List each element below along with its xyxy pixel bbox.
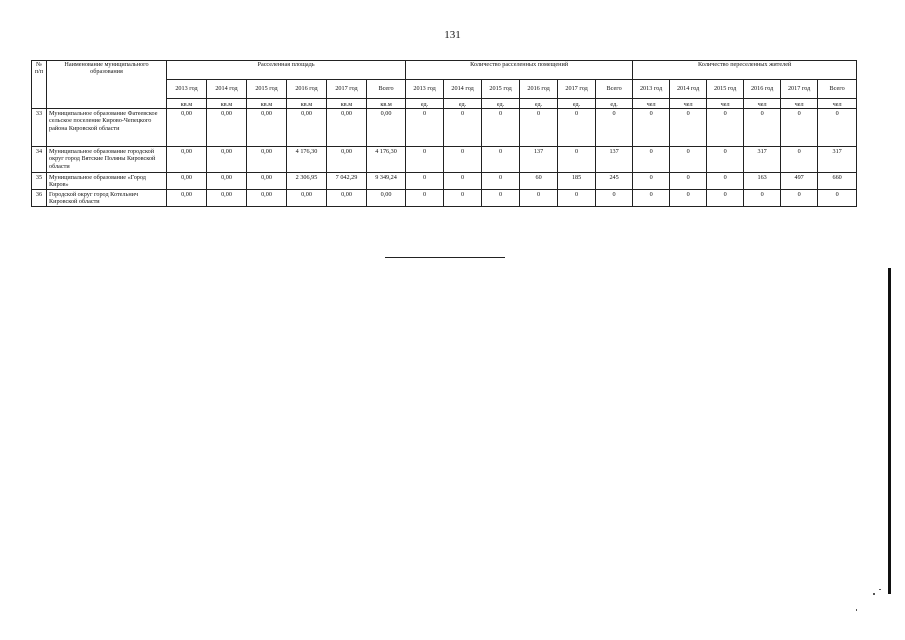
scan-speck <box>879 589 881 590</box>
premises-cell: 0 <box>482 190 520 207</box>
year-header-residents-0: 2013 год <box>633 80 670 99</box>
residents-cell: 660 <box>818 173 857 190</box>
year-header-area-3: 2016 год <box>287 80 327 99</box>
scan-speck <box>873 593 875 595</box>
residents-cell: 317 <box>818 147 857 173</box>
resettlement-table <box>31 60 857 207</box>
year-header-premises-3: 2016 год <box>520 80 558 99</box>
residents-cell: 0 <box>744 190 781 207</box>
year-header-area-1: 2014 год <box>207 80 247 99</box>
area-cell: 0,00 <box>327 190 367 207</box>
year-header-area-2: 2015 год <box>247 80 287 99</box>
resettlement-table-container <box>31 60 852 207</box>
area-cell: 0,00 <box>207 190 247 207</box>
premises-cell: 0 <box>444 109 482 147</box>
area-cell: 0,00 <box>167 147 207 173</box>
year-header-area-5: Всего <box>367 80 406 99</box>
residents-cell: 317 <box>744 147 781 173</box>
unit-header-premises-1: ед. <box>444 99 482 109</box>
municipality-name: Муниципальное образование «Город Киров» <box>47 173 167 190</box>
residents-cell: 163 <box>744 173 781 190</box>
premises-cell: 137 <box>520 147 558 173</box>
residents-cell: 0 <box>633 173 670 190</box>
unit-header-area-2: кв.м <box>247 99 287 109</box>
residents-cell: 0 <box>707 173 744 190</box>
area-cell: 0,00 <box>207 173 247 190</box>
table-row <box>32 147 857 173</box>
footer-rule <box>385 257 505 258</box>
unit-header-premises-2: ед. <box>482 99 520 109</box>
premises-cell: 0 <box>596 109 633 147</box>
table-row <box>32 109 857 147</box>
residents-cell: 0 <box>781 109 818 147</box>
year-header-premises-1: 2014 год <box>444 80 482 99</box>
premises-cell: 0 <box>444 190 482 207</box>
residents-cell: 497 <box>781 173 818 190</box>
unit-header-area-1: кв.м <box>207 99 247 109</box>
unit-header-residents-3: чел <box>744 99 781 109</box>
year-header-area-4: 2017 год <box>327 80 367 99</box>
premises-cell: 0 <box>444 173 482 190</box>
unit-header-residents-1: чел <box>670 99 707 109</box>
municipality-name: Муниципальное образование городской округ город Вятские Поляны Кировской области <box>47 147 167 173</box>
unit-header-premises-3: ед. <box>520 99 558 109</box>
residents-cell: 0 <box>707 147 744 173</box>
area-cell: 0,00 <box>167 173 207 190</box>
residents-cell: 0 <box>633 147 670 173</box>
group-header-area: Расселенная площадь <box>167 61 406 80</box>
residents-cell: 0 <box>707 190 744 207</box>
area-cell: 0,00 <box>247 173 287 190</box>
premises-cell: 185 <box>558 173 596 190</box>
residents-cell: 0 <box>781 147 818 173</box>
area-cell: 0,00 <box>287 109 327 147</box>
premises-cell: 0 <box>482 109 520 147</box>
premises-cell: 0 <box>558 147 596 173</box>
unit-header-area-5: кв.м <box>367 99 406 109</box>
area-cell: 0,00 <box>367 109 406 147</box>
unit-header-area-4: кв.м <box>327 99 367 109</box>
page-number: 131 <box>444 29 461 41</box>
year-header-residents-3: 2016 год <box>744 80 781 99</box>
premises-cell: 0 <box>482 173 520 190</box>
premises-cell: 0 <box>444 147 482 173</box>
scan-speck <box>856 609 857 611</box>
premises-cell: 0 <box>520 109 558 147</box>
year-header-residents-4: 2017 год <box>781 80 818 99</box>
area-cell: 7 042,29 <box>327 173 367 190</box>
residents-cell: 0 <box>670 173 707 190</box>
residents-cell: 0 <box>633 109 670 147</box>
area-cell: 0,00 <box>207 147 247 173</box>
header-row-groups <box>32 61 857 80</box>
area-cell: 4 176,30 <box>287 147 327 173</box>
premises-cell: 245 <box>596 173 633 190</box>
area-cell: 4 176,30 <box>367 147 406 173</box>
area-cell: 0,00 <box>327 109 367 147</box>
table-row <box>32 173 857 190</box>
residents-cell: 0 <box>670 109 707 147</box>
unit-header-area-3: кв.м <box>287 99 327 109</box>
residents-cell: 0 <box>707 109 744 147</box>
premises-cell: 0 <box>406 190 444 207</box>
unit-header-residents-5: чел <box>818 99 857 109</box>
group-header-residents: Количество переселенных жителей <box>633 61 857 80</box>
group-header-premises: Количество расселенных помещений <box>406 61 633 80</box>
premises-cell: 0 <box>558 190 596 207</box>
unit-header-residents-4: чел <box>781 99 818 109</box>
residents-cell: 0 <box>781 190 818 207</box>
row-number: 33 <box>32 109 47 147</box>
area-cell: 0,00 <box>167 109 207 147</box>
residents-cell: 0 <box>818 109 857 147</box>
area-cell: 0,00 <box>207 109 247 147</box>
premises-cell: 0 <box>520 190 558 207</box>
table-row <box>32 190 857 207</box>
premises-cell: 0 <box>406 173 444 190</box>
scan-edge-mark <box>888 268 891 594</box>
name-header: Наименование муниципального образования <box>47 61 167 109</box>
unit-header-residents-0: чел <box>633 99 670 109</box>
residents-cell: 0 <box>633 190 670 207</box>
area-cell: 0,00 <box>287 190 327 207</box>
year-header-premises-5: Всего <box>596 80 633 99</box>
residents-cell: 0 <box>670 190 707 207</box>
area-cell: 2 306,95 <box>287 173 327 190</box>
unit-header-premises-0: ед. <box>406 99 444 109</box>
unit-header-area-0: кв.м <box>167 99 207 109</box>
area-cell: 0,00 <box>327 147 367 173</box>
area-cell: 0,00 <box>367 190 406 207</box>
unit-header-premises-5: ед. <box>596 99 633 109</box>
year-header-premises-4: 2017 год <box>558 80 596 99</box>
table-body <box>32 109 857 207</box>
row-number: 35 <box>32 173 47 190</box>
area-cell: 0,00 <box>247 147 287 173</box>
premises-cell: 60 <box>520 173 558 190</box>
year-header-premises-0: 2013 год <box>406 80 444 99</box>
year-header-premises-2: 2015 год <box>482 80 520 99</box>
unit-header-residents-2: чел <box>707 99 744 109</box>
year-header-residents-2: 2015 год <box>707 80 744 99</box>
year-header-residents-5: Всего <box>818 80 857 99</box>
municipality-name: Муниципальное образование Фатеевское сельское поселение Кирово-Чепецкого района Кировской области <box>47 109 167 147</box>
area-cell: 9 349,24 <box>367 173 406 190</box>
area-cell: 0,00 <box>167 190 207 207</box>
premises-cell: 0 <box>406 147 444 173</box>
premises-cell: 137 <box>596 147 633 173</box>
premises-cell: 0 <box>406 109 444 147</box>
residents-cell: 0 <box>818 190 857 207</box>
premises-cell: 0 <box>596 190 633 207</box>
year-header-area-0: 2013 год <box>167 80 207 99</box>
area-cell: 0,00 <box>247 190 287 207</box>
unit-header-premises-4: ед. <box>558 99 596 109</box>
premises-cell: 0 <box>558 109 596 147</box>
num-header: № п/п <box>32 61 47 109</box>
year-header-residents-1: 2014 год <box>670 80 707 99</box>
premises-cell: 0 <box>482 147 520 173</box>
residents-cell: 0 <box>670 147 707 173</box>
area-cell: 0,00 <box>247 109 287 147</box>
row-number: 34 <box>32 147 47 173</box>
row-number: 36 <box>32 190 47 207</box>
residents-cell: 0 <box>744 109 781 147</box>
municipality-name: Городской округ город Котельнич Кировской области <box>47 190 167 207</box>
